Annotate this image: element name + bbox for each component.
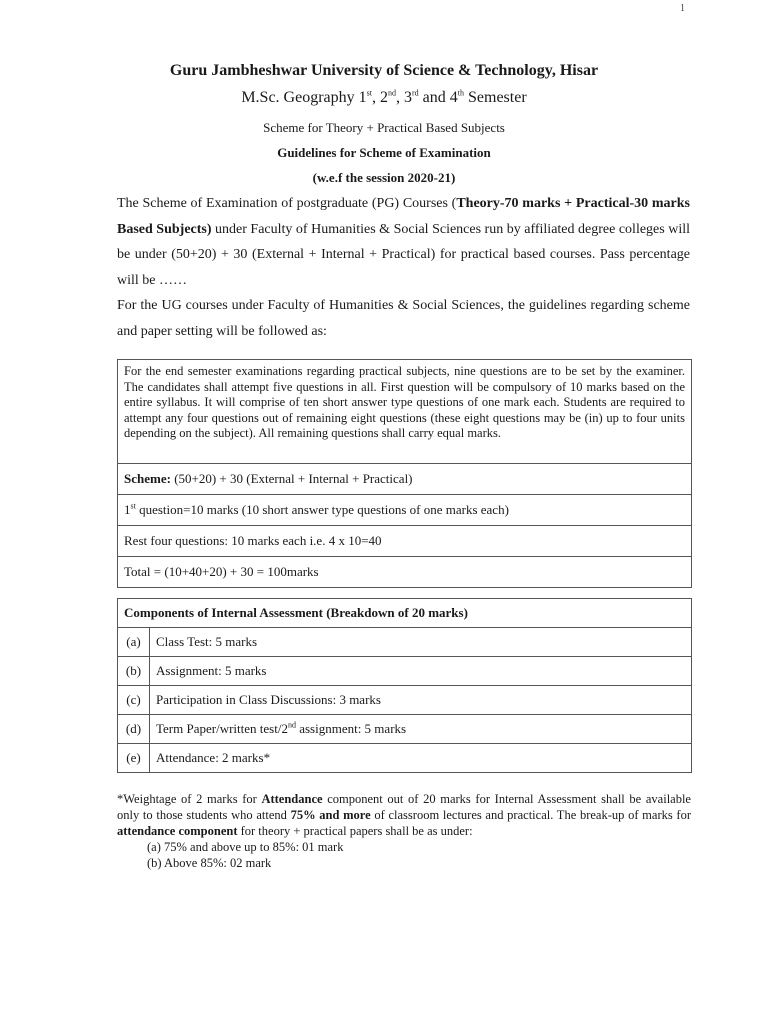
page-number: 1 (680, 3, 685, 14)
university-title: Guru Jambheshwar University of Science & Technology, Hisar (169, 62, 599, 79)
attendance-note (117, 791, 691, 871)
intro-text (117, 191, 690, 344)
intro-paragraph-2: For the UG courses under Faculty of Humanities & Social Sciences, the guidelines regarding scheme and paper setting will be followed as: (117, 298, 690, 339)
total-row: Total = (10+40+20) + 30 = 100marks (118, 557, 692, 588)
session-line: (w.e.f the session 2020-21) (312, 170, 456, 185)
program-subtitle: M.Sc. Geography 1st, 2nd, 3rd and 4th Semester (241, 88, 527, 106)
list-item: (a) 75% and above up to 85%: 01 mark (147, 840, 344, 854)
list-item: (b) Above 85%: 02 mark (147, 856, 272, 870)
attendance-note-text: *Weightage of 2 marks for Attendance component out of 20 marks for Internal Assessment shall be available only to those students who attend 75% and more of classroom lectures and practical. The break-up of marks for attendance component for theory + practical papers shall be as under: (117, 792, 692, 838)
table-row: (b) Assignment: 5 marks (118, 657, 692, 686)
internal-assessment-header: Components of Internal Assessment (Breakdown of 20 marks) (118, 599, 692, 628)
table-row: (d) Term Paper/written test/2nd assignment: 5 marks (118, 715, 692, 744)
intro-paragraph-1: The Scheme of Examination of postgraduate (PG) Courses (Theory-70 marks + Practical-30 marks Based Subjects) under Faculty of Humanities & Social Sciences run by affiliated degree colleges will be under (50+20) + 30 (External + Internal + Practical) for practical based courses. Pass percentage will be …… (117, 196, 691, 288)
scheme-row: Scheme: (50+20) + 30 (External + Internal + Practical) (118, 464, 692, 495)
table-row: (c) Participation in Class Discussions: 3 marks (118, 686, 692, 715)
scheme-table (117, 359, 692, 588)
first-question-row: 1st question=10 marks (10 short answer type questions of one marks each) (118, 495, 692, 526)
rest-questions-row: Rest four questions: 10 marks each i.e. 4 x 10=40 (118, 526, 692, 557)
table-row: (a) Class Test: 5 marks (118, 628, 692, 657)
table-row: (e) Attendance: 2 marks* (118, 744, 692, 773)
scheme-paragraph: For the end semester examinations regarding practical subjects, nine questions are to be set by the examiner. The candidates shall attempt five questions in all. First question will be compulsory of 10 marks based on the entire syllabus. It will comprise of ten short answer type questions of one mark each. Students are required to attempt any four questions out of remaining eight questions (these eight questions may be (in) up to four units depending on the subject). All remaining questions shall carry equal marks. (118, 360, 692, 464)
internal-assessment-table (117, 598, 692, 773)
guidelines-heading: Guidelines for Scheme of Examination (277, 145, 491, 160)
scheme-line: Scheme for Theory + Practical Based Subjects (263, 120, 505, 135)
